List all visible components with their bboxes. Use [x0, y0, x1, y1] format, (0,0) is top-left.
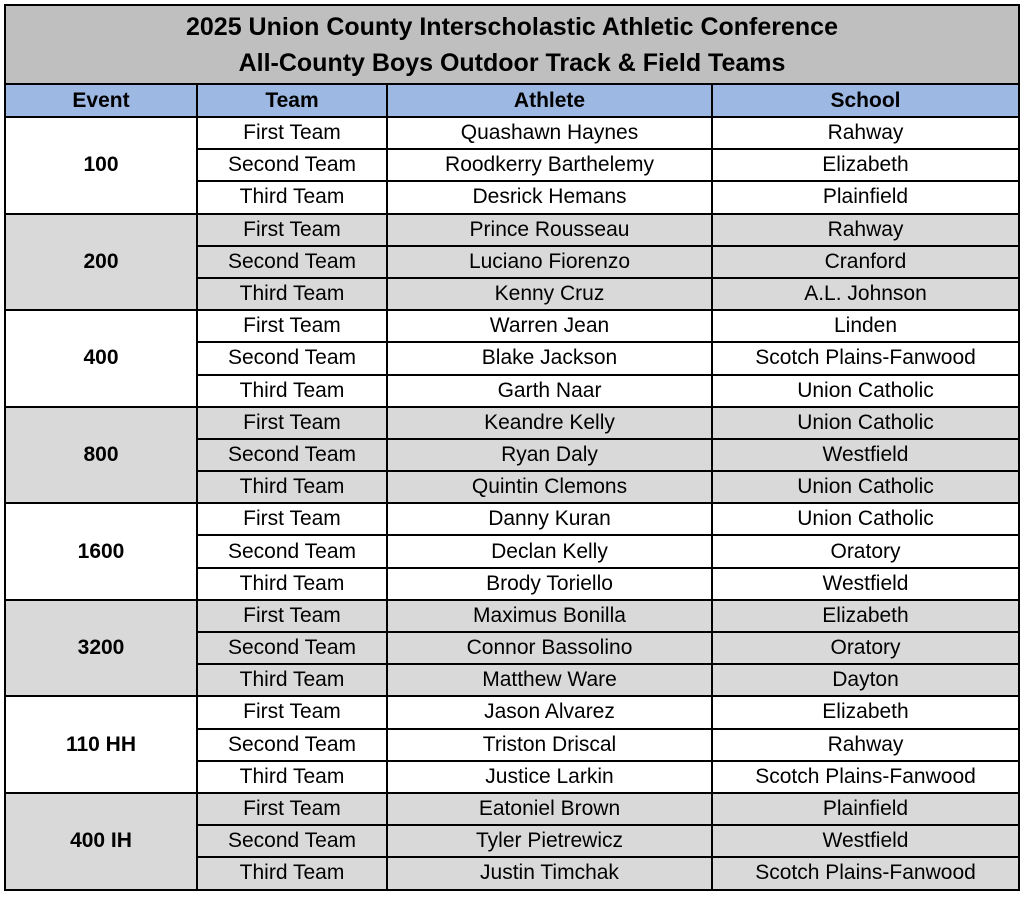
school-cell: A.L. Johnson	[712, 278, 1019, 310]
team-cell: First Team	[197, 407, 387, 439]
table-row	[5, 600, 1019, 632]
athlete-cell: Justice Larkin	[387, 761, 712, 793]
title-line-1: 2025 Union County Interscholastic Athletic Conference	[186, 13, 838, 41]
team-cell: First Team	[197, 600, 387, 632]
athlete-cell: Matthew Ware	[387, 664, 712, 696]
athlete-cell: Brody Toriello	[387, 568, 712, 600]
school-cell: Westfield	[712, 825, 1019, 857]
athlete-cell: Danny Kuran	[387, 503, 712, 535]
athlete-cell: Keandre Kelly	[387, 407, 712, 439]
column-header-row	[5, 84, 1019, 117]
school-cell: Linden	[712, 310, 1019, 342]
school-cell: Elizabeth	[712, 696, 1019, 728]
table-body	[5, 117, 1019, 890]
team-cell: Second Team	[197, 729, 387, 761]
event-cell: 400 IH	[5, 793, 197, 890]
athlete-cell: Luciano Fiorenzo	[387, 246, 712, 278]
event-cell: 1600	[5, 503, 197, 600]
column-header-athlete: Athlete	[387, 84, 712, 117]
event-cell: 100	[5, 117, 197, 214]
school-cell: Elizabeth	[712, 149, 1019, 181]
team-cell: Third Team	[197, 568, 387, 600]
results-sheet	[4, 4, 1020, 891]
school-cell: Scotch Plains-Fanwood	[712, 342, 1019, 374]
school-cell: Dayton	[712, 664, 1019, 696]
table-row	[5, 503, 1019, 535]
school-cell: Rahway	[712, 729, 1019, 761]
table-row	[5, 407, 1019, 439]
team-cell: First Team	[197, 310, 387, 342]
school-cell: Union Catholic	[712, 471, 1019, 503]
school-cell: Westfield	[712, 568, 1019, 600]
athlete-cell: Jason Alvarez	[387, 696, 712, 728]
team-cell: Third Team	[197, 761, 387, 793]
team-cell: Third Team	[197, 664, 387, 696]
athlete-cell: Tyler Pietrewicz	[387, 825, 712, 857]
athlete-cell: Kenny Cruz	[387, 278, 712, 310]
team-cell: Second Team	[197, 632, 387, 664]
team-cell: First Team	[197, 117, 387, 149]
school-cell: Scotch Plains-Fanwood	[712, 761, 1019, 793]
athlete-cell: Roodkerry Barthelemy	[387, 149, 712, 181]
event-cell: 200	[5, 214, 197, 311]
athlete-cell: Eatoniel Brown	[387, 793, 712, 825]
school-cell: Scotch Plains-Fanwood	[712, 857, 1019, 889]
school-cell: Union Catholic	[712, 407, 1019, 439]
athlete-cell: Blake Jackson	[387, 342, 712, 374]
team-cell: Second Team	[197, 439, 387, 471]
school-cell: Union Catholic	[712, 375, 1019, 407]
team-cell: First Team	[197, 214, 387, 246]
team-cell: Second Team	[197, 825, 387, 857]
athlete-cell: Desrick Hemans	[387, 181, 712, 213]
team-cell: Second Team	[197, 342, 387, 374]
table-row	[5, 310, 1019, 342]
team-cell: Second Team	[197, 246, 387, 278]
team-cell: Third Team	[197, 857, 387, 889]
athlete-cell: Quashawn Haynes	[387, 117, 712, 149]
event-cell: 110 HH	[5, 696, 197, 793]
school-cell: Cranford	[712, 246, 1019, 278]
school-cell: Plainfield	[712, 793, 1019, 825]
column-header-school: School	[712, 84, 1019, 117]
team-cell: First Team	[197, 696, 387, 728]
athlete-cell: Declan Kelly	[387, 535, 712, 567]
school-cell: Union Catholic	[712, 503, 1019, 535]
event-cell: 800	[5, 407, 197, 504]
team-cell: Third Team	[197, 471, 387, 503]
page-title	[5, 5, 1019, 84]
table-row	[5, 214, 1019, 246]
team-cell: Second Team	[197, 535, 387, 567]
event-cell: 3200	[5, 600, 197, 697]
column-header-team: Team	[197, 84, 387, 117]
team-cell: First Team	[197, 793, 387, 825]
table-row	[5, 117, 1019, 149]
athlete-cell: Maximus Bonilla	[387, 600, 712, 632]
athlete-cell: Prince Rousseau	[387, 214, 712, 246]
athlete-cell: Warren Jean	[387, 310, 712, 342]
all-county-table	[4, 4, 1020, 891]
title-line-2: All-County Boys Outdoor Track & Field Teams	[238, 49, 786, 77]
team-cell: Third Team	[197, 278, 387, 310]
athlete-cell: Garth Naar	[387, 375, 712, 407]
athlete-cell: Triston Driscal	[387, 729, 712, 761]
event-cell: 400	[5, 310, 197, 407]
school-cell: Rahway	[712, 214, 1019, 246]
athlete-cell: Connor Bassolino	[387, 632, 712, 664]
athlete-cell: Quintin Clemons	[387, 471, 712, 503]
school-cell: Plainfield	[712, 181, 1019, 213]
team-cell: Third Team	[197, 375, 387, 407]
team-cell: Third Team	[197, 181, 387, 213]
school-cell: Westfield	[712, 439, 1019, 471]
team-cell: First Team	[197, 503, 387, 535]
title-row	[5, 5, 1019, 84]
table-row	[5, 696, 1019, 728]
school-cell: Oratory	[712, 632, 1019, 664]
table-row	[5, 793, 1019, 825]
athlete-cell: Justin Timchak	[387, 857, 712, 889]
column-header-event: Event	[5, 84, 197, 117]
school-cell: Rahway	[712, 117, 1019, 149]
athlete-cell: Ryan Daly	[387, 439, 712, 471]
school-cell: Oratory	[712, 535, 1019, 567]
team-cell: Second Team	[197, 149, 387, 181]
school-cell: Elizabeth	[712, 600, 1019, 632]
